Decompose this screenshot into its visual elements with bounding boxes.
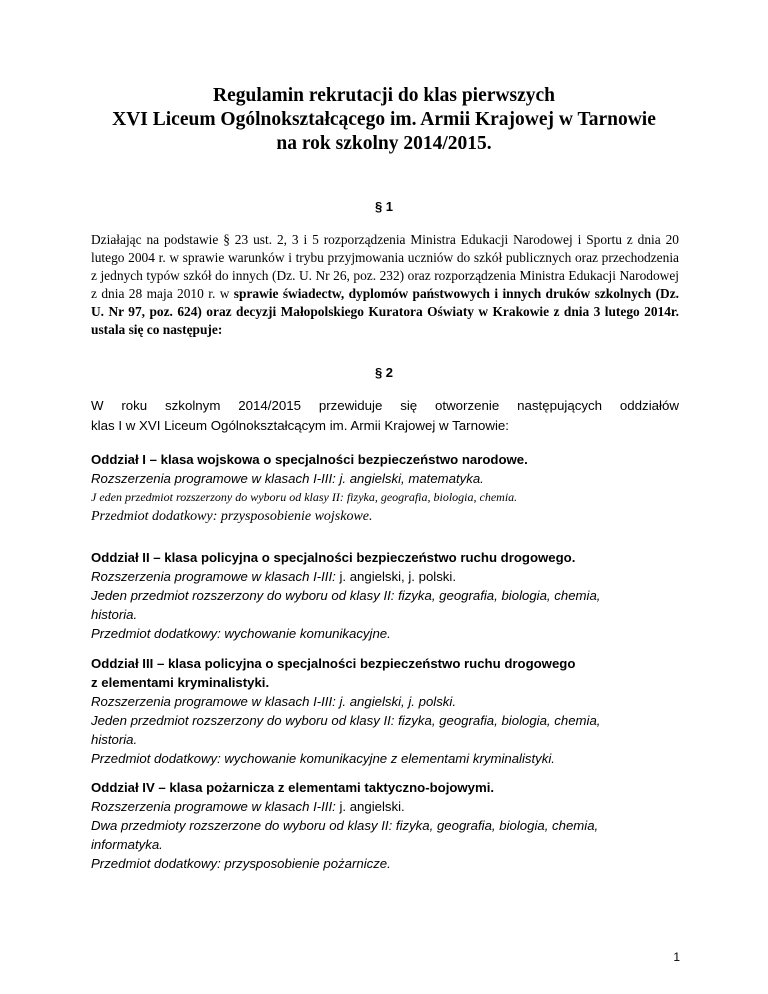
document-title: [70, 84, 698, 156]
oddzial-3-heading: Oddział III – klasa policyjna o specjalności bezpieczeństwo ruchu drogowego: [91, 656, 576, 671]
oddzial-2-extra: Przedmiot dodatkowy: wychowanie komunikacyjne.: [91, 626, 391, 641]
oddzial-3-heading-cont: z elementami kryminalistyki.: [91, 675, 270, 690]
oddzial-2-choice-cont: historia.: [91, 607, 138, 622]
title-line-2: XVI Liceum Ogólnokształcącego im. Armii Krajowej w Tarnowie: [112, 109, 656, 130]
oddzial-4-heading: Oddział IV – klasa pożarnicza z elementami taktyczno-bojowymi.: [91, 780, 495, 795]
oddzial-2-extensions-label: Rozszerzenia programowe w klasach I-III:: [91, 569, 336, 584]
section-2-text: [91, 396, 679, 436]
oddzial-3-extra: Przedmiot dodatkowy: wychowanie komunikacyjne z elementami kryminalistyki.: [91, 751, 555, 766]
oddzial-4-extensions: [91, 797, 681, 816]
oddzial-2-extensions: [91, 567, 681, 586]
oddzial-4-extensions-value: j. angielski.: [335, 799, 405, 814]
oddzial-2-heading: Oddział II – klasa policyjna o specjalności bezpieczeństwo ruchu drogowego.: [91, 550, 576, 565]
page-number: 1: [673, 950, 680, 964]
oddzial-4-extra: Przedmiot dodatkowy: przysposobienie pożarnicze.: [91, 856, 391, 871]
section-1-text-bold: sprawie świadectw, dyplomów państwowych i innych druków szkolnych (Dz. U. Nr 97, poz. 624) oraz decyzji Małopolskiego Kuratora Oświaty w Krakowie z dnia 3 lutego 2014r. ustala się co następuje:: [91, 286, 679, 337]
oddzial-4-choice-cont: informatyka.: [91, 837, 163, 852]
section-2-line-2: klas I w XVI Liceum Ogólnokształcącym im. Armii Krajowej w Tarnowie:: [91, 418, 510, 433]
oddzial-1-choice: J eden przedmiot rozszerzony do wyboru od klasy II: fizyka, geografia, biologia, chemia.: [91, 490, 518, 504]
oddzial-4-extensions-label: Rozszerzenia programowe w klasach I-III:: [91, 799, 336, 814]
oddzial-2-choice: Jeden przedmiot rozszerzony do wyboru od klasy II: fizyka, geografia, biologia, chemia,: [91, 588, 601, 603]
oddzial-4-choice: Dwa przedmioty rozszerzone do wyboru od klasy II: fizyka, geografia, biologia, chemia,: [91, 818, 599, 833]
oddzial-4: [91, 778, 681, 873]
oddzial-3: [91, 654, 681, 768]
oddzial-2: [91, 548, 681, 643]
oddzial-1-extra: Przedmiot dodatkowy: przysposobienie wojskowe.: [91, 509, 373, 524]
section-1-text-normal: Działając na podstawie § 23 ust. 2, 3 i 5 rozporządzenia Ministra Edukacji Narodowej i Sportu z dnia 20 lutego 2004 r. w sprawie warunków i trybu przyjmowania uczniów do szkół publicznych oraz przechodzenia z jednych typów szkół do innych (Dz. U. Nr 26, poz. 232) oraz rozporządzenia Ministra Edukacji Narodowej z dnia 28 maja 2010 r. w: [91, 232, 679, 301]
oddzial-3-choice: Jeden przedmiot rozszerzony do wyboru od klasy II: fizyka, geografia, biologia, chemia,: [91, 713, 601, 728]
title-line-1: Regulamin rekrutacji do klas pierwszych: [213, 85, 555, 106]
oddzial-1-extensions: Rozszerzenia programowe w klasach I-III: j. angielski, matematyka.: [91, 471, 484, 486]
section-2-sign: § 2: [374, 365, 394, 380]
section-1-sign: § 1: [374, 199, 394, 214]
section-2-line-1: W roku szkolnym 2014/2015 przewiduje się otworzenie następujących oddziałów: [91, 398, 679, 413]
oddzial-1-heading: Oddział I – klasa wojskowa o specjalności bezpieczeństwo narodowe.: [91, 452, 528, 467]
oddzial-3-extensions: Rozszerzenia programowe w klasach I-III: j. angielski, j. polski.: [91, 694, 456, 709]
oddzial-2-extensions-value: j. angielski, j. polski.: [335, 569, 456, 584]
title-line-3: na rok szkolny 2014/2015.: [276, 133, 492, 154]
oddzial-1: [91, 450, 681, 526]
section-1-text: [91, 231, 679, 339]
oddzial-3-choice-cont: historia.: [91, 732, 138, 747]
